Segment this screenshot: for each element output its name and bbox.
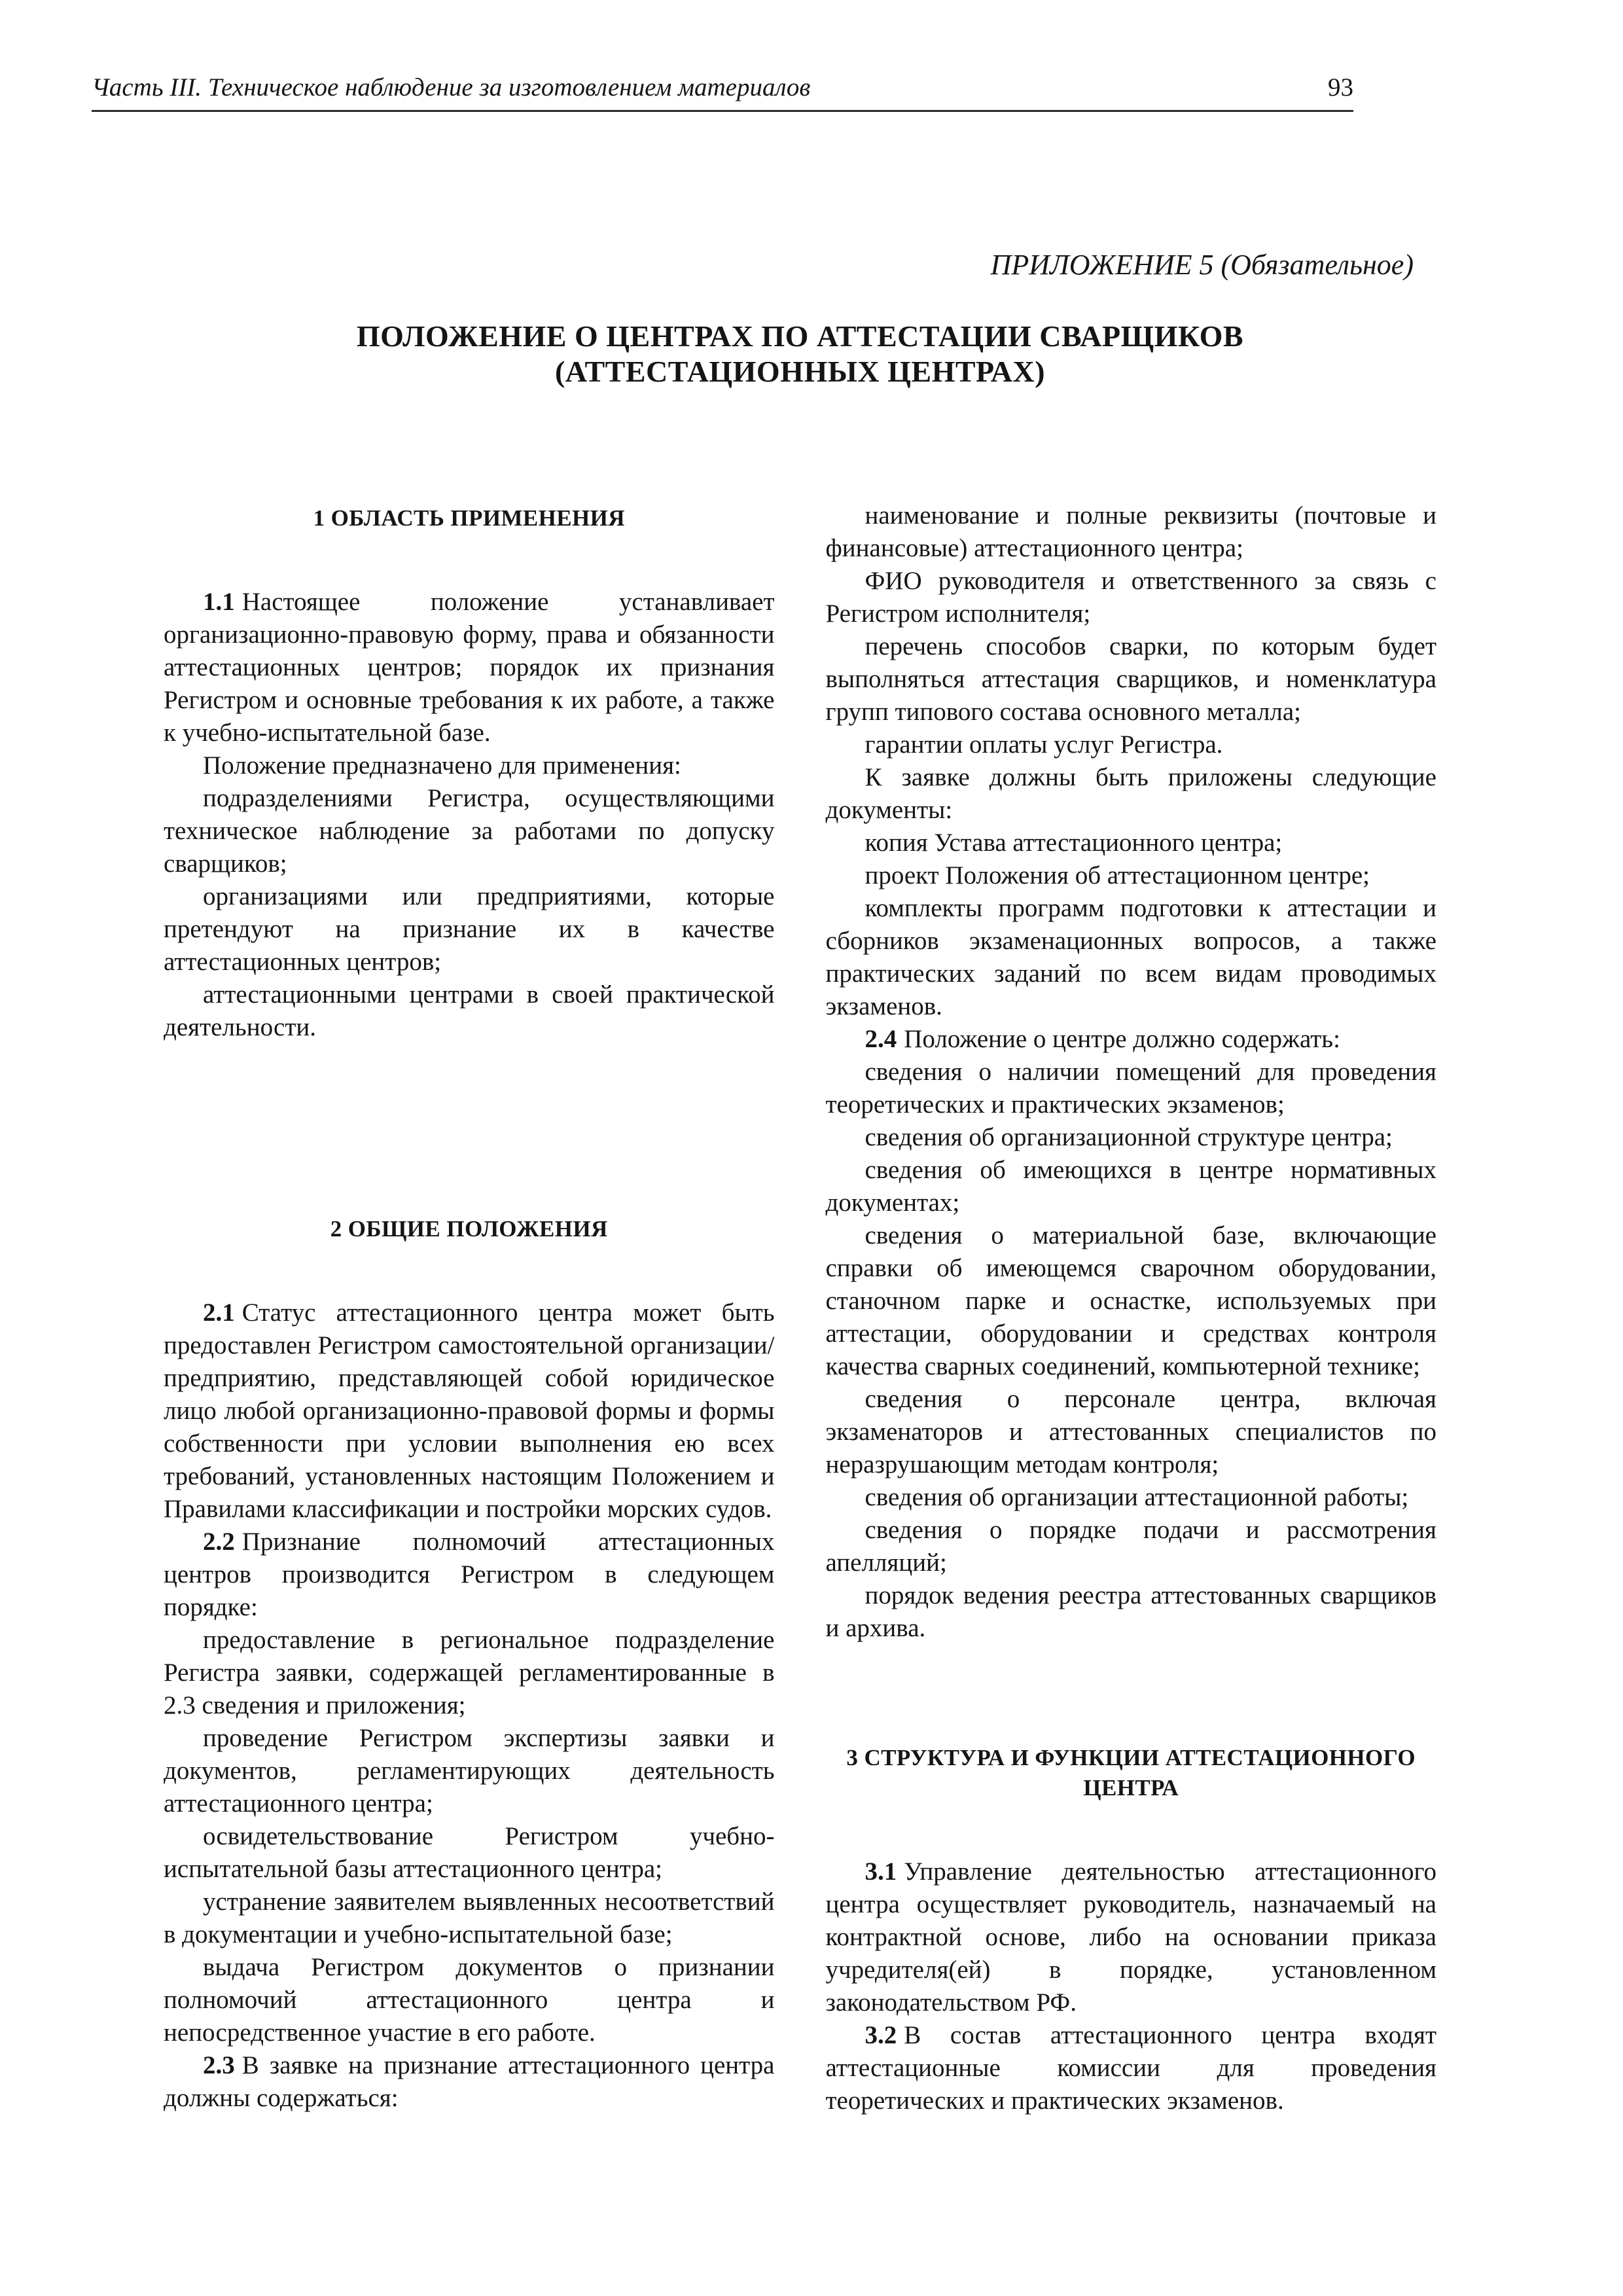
paragraph <box>826 728 1437 761</box>
paragraph-text: перечень способов сварки, по которым будет выполняться аттестация сварщиков, и номенклатура групп типового состава основного металла; <box>825 632 1436 726</box>
paragraph <box>826 565 1437 630</box>
paragraph-text: Положение предназначено для применения: <box>203 751 681 780</box>
paragraph-text: аттестационными центрами в своей практической деятельности. <box>164 980 775 1041</box>
paragraph <box>826 1481 1437 1514</box>
paragraph <box>826 630 1437 728</box>
two-column-body <box>164 499 1436 2117</box>
paragraph-text: освидетельствование Регистром учебно-испытательной базы аттестационного центра; <box>164 1822 775 1883</box>
paragraph <box>164 586 775 749</box>
paragraph-text: Настоящее положение устанавливает организационно-правовую форму, права и обязанности аттестационных центров; порядок их признания Регистром и основные требования к их работе, а также к учебно-испытательной базе. <box>164 588 775 747</box>
clause-number: 1.1 <box>203 588 235 616</box>
paragraph <box>164 978 775 1044</box>
paragraph <box>164 749 775 782</box>
paragraph <box>164 1722 775 1820</box>
paragraph-text: Признание полномочий аттестационных центров производится Регистром в следующем порядке: <box>164 1528 775 1621</box>
appendix-label: ПРИЛОЖЕНИЕ 5 (Обязательное) <box>990 249 1414 281</box>
clause-number: 2.1 <box>203 1299 235 1327</box>
document-title-line2: (АТТЕСТАЦИОННЫХ ЦЕНТРАХ) <box>554 355 1046 388</box>
paragraph-text: проект Положения об аттестационном центре; <box>865 861 1370 889</box>
left-column <box>164 499 775 2117</box>
paragraph <box>826 499 1437 565</box>
paragraph-text: ФИО руководителя и ответственного за связь с Регистром исполнителя; <box>825 567 1436 628</box>
paragraph-text: подразделениями Регистра, осуществляющими техническое наблюдение за работами по допуску сварщиков; <box>164 784 775 878</box>
section-1-heading: 1 ОБЛАСТЬ ПРИМЕНЕНИЯ <box>313 505 625 531</box>
paragraph-text: К заявке должны быть приложены следующие документы: <box>825 763 1436 824</box>
paragraph-text: сведения о персонале центра, включая экзаменаторов и аттестованных специалистов по неразрушающим методам контроля; <box>825 1385 1436 1479</box>
paragraph <box>164 1297 775 1526</box>
paragraph <box>826 1121 1437 1154</box>
paragraph-text: В состав аттестационного центра входят аттестационные комиссии для проведения теоретических и практических экзаменов. <box>825 2021 1436 2115</box>
paragraph <box>826 892 1437 1023</box>
paragraph <box>826 1219 1437 1383</box>
paragraph-text: Статус аттестационного центра может быть предоставлен Регистром самостоятельной организации/предприятию, представляющей собой юридическое лицо любой организационно-правовой формы и формы собственности при условии выполнения ею всех требований, установленных настоящим Положением и Правилами классификации и постройки морских судов. <box>164 1299 775 1523</box>
paragraph-text: наименование и полные реквизиты (почтовые и финансовые) аттестационного центра; <box>825 501 1436 562</box>
paragraph-text: копия Устава аттестационного центра; <box>865 829 1283 857</box>
paragraph <box>826 827 1437 859</box>
running-title: Часть III. Техническое наблюдение за изготовлением материалов <box>92 73 811 101</box>
paragraph <box>826 1514 1437 1579</box>
document-title-line1: ПОЛОЖЕНИЕ О ЦЕНТРАХ ПО АТТЕСТАЦИИ СВАРЩИКОВ <box>356 319 1244 353</box>
paragraph <box>164 1820 775 1886</box>
paragraph <box>164 2049 775 2115</box>
paragraph <box>826 761 1437 827</box>
clause-number: 2.2 <box>203 1528 235 1556</box>
paragraph-text: организациями или предприятиями, которые претендуют на признание их в качестве аттестационных центров; <box>164 882 775 976</box>
paragraph-text: сведения об организации аттестационной работы; <box>865 1483 1409 1511</box>
paragraph <box>826 1023 1437 1056</box>
document-title <box>173 319 1427 389</box>
section-2-heading: 2 ОБЩИЕ ПОЛОЖЕНИЯ <box>330 1216 608 1242</box>
right-column <box>826 499 1437 2117</box>
paragraph-text: сведения о порядке подачи и рассмотрения апелляций; <box>825 1516 1436 1577</box>
paragraph <box>826 2019 1437 2117</box>
clause-number: 2.3 <box>203 2051 235 2079</box>
paragraph-text: проведение Регистром экспертизы заявки и документов, регламентирующих деятельность аттестационного центра; <box>164 1724 775 1818</box>
clause-number: 3.2 <box>865 2021 897 2049</box>
paragraph <box>164 1951 775 2049</box>
paragraph <box>826 1856 1437 2019</box>
paragraph <box>164 1886 775 1951</box>
paragraph-text: выдача Регистром документов о признании полномочий аттестационного центра и непосредственное участие в его работе. <box>164 1953 775 2047</box>
clause-number: 3.1 <box>865 1857 897 1886</box>
clause-number: 2.4 <box>865 1025 897 1053</box>
paragraph <box>826 859 1437 892</box>
paragraph <box>164 1526 775 1624</box>
paragraph <box>826 1056 1437 1121</box>
running-header <box>92 73 1353 112</box>
paragraph-text: Управление деятельностью аттестационного центра осуществляет руководитель, назначаемый на контрактной основе, либо на основании приказа учредителя(ей) в порядке, установленном законодательством РФ. <box>825 1857 1436 2017</box>
paragraph-text: сведения о материальной базе, включающие справки об имеющемся сварочном оборудовании, станочном парке и оснастке, используемых при аттестации, оборудовании и средствах контроля качества сварных соединений, компьютерной технике; <box>825 1221 1436 1380</box>
paragraph <box>826 1383 1437 1481</box>
paragraph <box>164 1624 775 1722</box>
paragraph-text: порядок ведения реестра аттестованных сварщиков и архива. <box>825 1581 1436 1642</box>
paragraph <box>164 782 775 880</box>
paragraph-text: сведения об имеющихся в центре нормативных документах; <box>825 1156 1436 1217</box>
paragraph-text: сведения об организационной структуре центра; <box>865 1123 1393 1151</box>
section-3-heading: 3 СТРУКТУРА И ФУНКЦИИ АТТЕСТАЦИОННОГО ЦЕНТРА <box>846 1745 1416 1801</box>
paragraph-text: В заявке на признание аттестационного центра должны содержаться: <box>164 2051 775 2112</box>
paragraph-text: сведения о наличии помещений для проведения теоретических и практических экзаменов; <box>825 1058 1436 1119</box>
paragraph-text: устранение заявителем выявленных несоответствий в документации и учебно-испытательной базе; <box>164 1888 775 1948</box>
paragraph <box>826 1579 1437 1645</box>
page-number: 93 <box>1328 73 1353 101</box>
paragraph-text: гарантии оплаты услуг Регистра. <box>865 730 1223 759</box>
paragraph <box>826 1154 1437 1219</box>
paragraph-text: Положение о центре должно содержать: <box>904 1025 1340 1053</box>
paragraph-text: комплекты программ подготовки к аттестации и сборников экзаменационных вопросов, а также практических заданий по всем видам проводимых экзаменов. <box>825 894 1436 1020</box>
paragraph <box>164 880 775 978</box>
paragraph-text: предоставление в региональное подразделение Регистра заявки, содержащей регламентированные в 2.3 сведения и приложения; <box>164 1626 775 1719</box>
